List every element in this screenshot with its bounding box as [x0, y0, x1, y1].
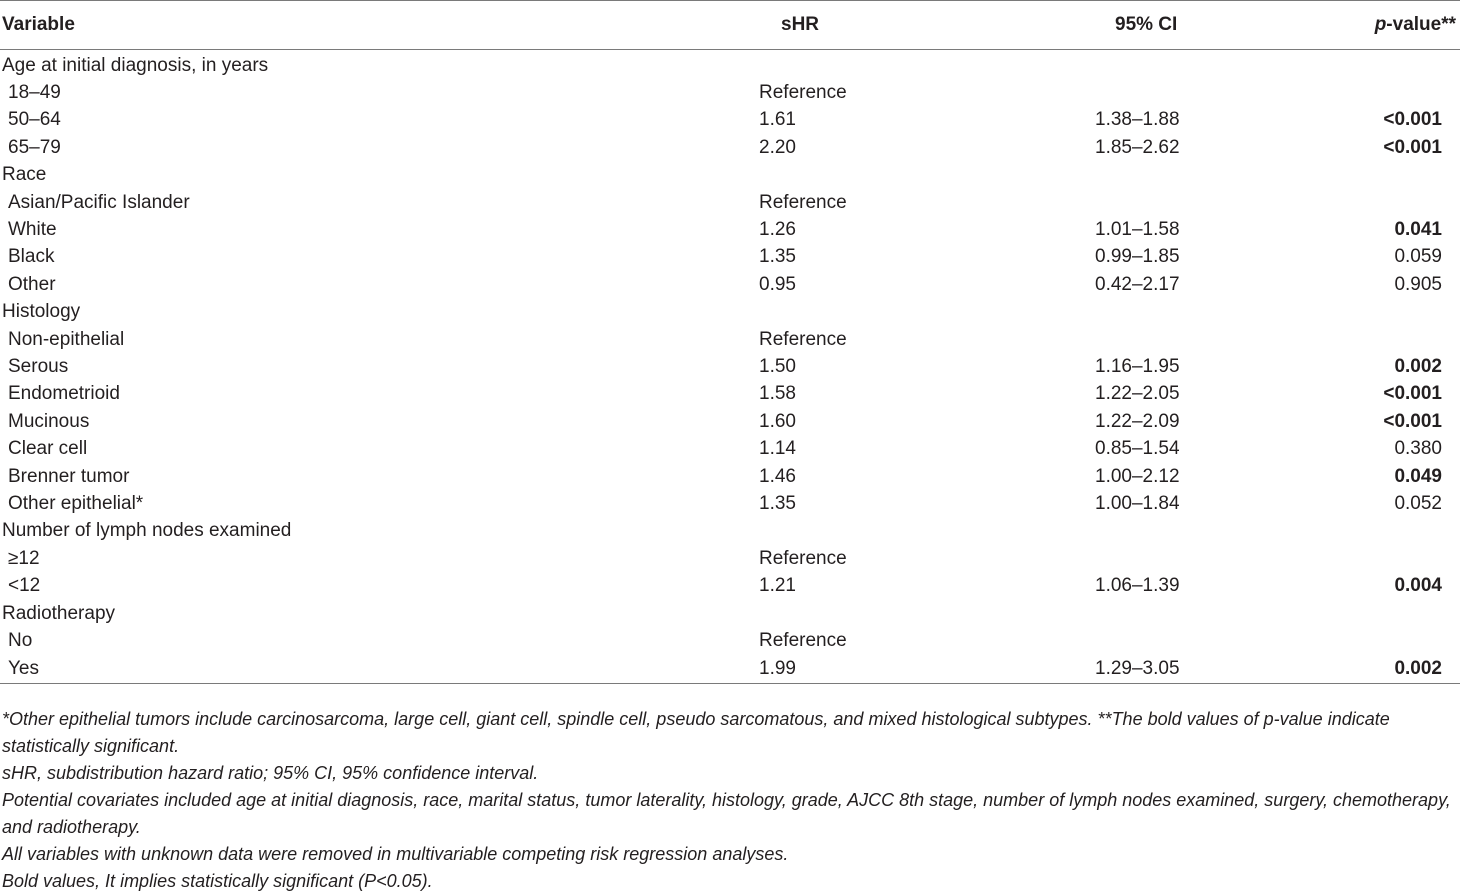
cell-ci [945, 600, 1245, 627]
cell-pvalue: 0.059 [1394, 246, 1442, 268]
table-group-row [0, 518, 1460, 545]
cell-shr: 1.50 [759, 355, 796, 377]
cell-ci [945, 326, 1245, 353]
cell-ci: 0.85–1.54 [1095, 438, 1180, 460]
cell-variable: Black [8, 246, 55, 268]
cell-variable: Other epithelial* [8, 492, 144, 514]
table-row [0, 435, 1460, 462]
cell-variable: Asian/Pacific Islander [8, 191, 190, 213]
cell-ci [945, 299, 1245, 326]
cell-variable: Mucinous [8, 410, 90, 432]
cell-variable: White [8, 219, 57, 241]
cell-shr: Reference [759, 82, 847, 104]
cell-pvalue: 0.052 [1394, 492, 1442, 514]
header-shr: sHR [660, 1, 945, 50]
cell-pvalue [1245, 326, 1460, 353]
table-header [0, 1, 1460, 50]
cell-pvalue [1245, 162, 1460, 189]
table-row [0, 381, 1460, 408]
cell-pvalue: <0.001 [1383, 109, 1442, 131]
cell-variable: Other [8, 273, 56, 295]
table-row [0, 107, 1460, 134]
cell-shr: 1.99 [660, 655, 945, 684]
cell-shr: 1.46 [759, 465, 796, 487]
cell-ci: 1.38–1.88 [1095, 109, 1180, 131]
table-row [0, 490, 1460, 517]
cell-variable: Histology [2, 301, 81, 323]
cell-variable: <12 [8, 575, 41, 597]
cell-ci [945, 518, 1245, 545]
cell-variable: Number of lymph nodes examined [2, 520, 292, 542]
cell-ci [945, 189, 1245, 216]
cell-pvalue: <0.001 [1383, 136, 1442, 158]
cell-variable: Non-epithelial [8, 328, 125, 350]
table-group-row [0, 299, 1460, 326]
cell-pvalue: 0.905 [1394, 273, 1442, 295]
cell-variable: Serous [8, 355, 69, 377]
cell-variable: Radiotherapy [2, 602, 116, 624]
cell-shr: Reference [759, 547, 847, 569]
cell-variable: Yes [0, 655, 660, 684]
table-row [0, 545, 1460, 572]
cell-pvalue: 0.004 [1394, 575, 1442, 597]
cell-variable: ≥12 [8, 547, 40, 569]
cell-ci: 1.01–1.58 [1095, 219, 1180, 241]
table-row [0, 271, 1460, 298]
cell-ci: 1.00–1.84 [1095, 492, 1180, 514]
cell-ci [945, 627, 1245, 654]
table-row [0, 134, 1460, 161]
cell-shr [660, 600, 945, 627]
cell-shr: Reference [759, 328, 847, 350]
cell-ci: 1.29–3.05 [945, 655, 1245, 684]
cell-pvalue [1245, 189, 1460, 216]
table-row [0, 408, 1460, 435]
table-row [0, 326, 1460, 353]
table-row [0, 189, 1460, 216]
table-row [0, 79, 1460, 106]
cell-variable: Race [2, 164, 47, 186]
cell-variable: Endometrioid [8, 383, 120, 405]
cell-shr [660, 162, 945, 189]
table-row [0, 655, 1460, 684]
cell-pvalue [1245, 545, 1460, 572]
table-row [0, 627, 1460, 654]
cell-ci: 1.85–2.62 [1095, 136, 1180, 158]
cell-pvalue: 0.002 [1245, 655, 1460, 684]
table-row [0, 353, 1460, 380]
cell-pvalue: <0.001 [1383, 383, 1442, 405]
cell-pvalue: <0.001 [1383, 410, 1442, 432]
table-row [0, 216, 1460, 243]
footnote-2: sHR, subdistribution hazard ratio; 95% CI, 95% confidence interval. [2, 763, 539, 783]
cell-ci: 0.99–1.85 [1095, 246, 1180, 268]
cell-pvalue: 0.041 [1394, 219, 1442, 241]
cell-shr: 1.35 [759, 492, 796, 514]
cell-variable: 18–49 [8, 82, 61, 104]
cell-ci: 1.16–1.95 [1095, 355, 1180, 377]
header-pvalue-italic: p [1374, 14, 1387, 35]
header-pvalue [1245, 1, 1460, 50]
cell-shr: 1.35 [759, 246, 796, 268]
footnote-1: *Other epithelial tumors include carcinosarcoma, large cell, giant cell, spindle cell, pseudo sarcomatous, and mixed histological subtypes. **The bold values of p-value indicate statistically significant. [2, 709, 1390, 756]
footnote-5: Bold values, It implies statistically significant (P<0.05). [2, 871, 433, 891]
cell-shr: 1.58 [759, 383, 796, 405]
cell-shr [660, 299, 945, 326]
cell-ci: 1.22–2.05 [1095, 383, 1180, 405]
cell-variable: Age at initial diagnosis, in years [2, 54, 269, 76]
cell-ci [945, 162, 1245, 189]
cell-ci [945, 79, 1245, 106]
cell-variable: Brenner tumor [8, 465, 130, 487]
cell-ci [945, 545, 1245, 572]
cell-variable: Clear cell [8, 438, 88, 460]
cell-pvalue [1245, 299, 1460, 326]
cell-ci: 0.42–2.17 [1095, 273, 1180, 295]
cell-pvalue: 0.002 [1394, 355, 1442, 377]
header-ci: 95% CI [945, 1, 1245, 50]
table-body [0, 50, 1460, 684]
table-row [0, 463, 1460, 490]
cell-pvalue: 0.049 [1394, 465, 1442, 487]
cell-shr [660, 518, 945, 545]
header-pvalue-suffix: -value** [1386, 14, 1456, 35]
table-row [0, 244, 1460, 271]
table-group-row [0, 162, 1460, 189]
table-group-row [0, 600, 1460, 627]
cell-pvalue [1245, 79, 1460, 106]
cell-shr: 1.26 [759, 219, 796, 241]
cell-shr: 1.60 [759, 410, 796, 432]
cell-pvalue [1245, 518, 1460, 545]
cell-variable: No [8, 629, 33, 651]
header-row [0, 1, 1460, 50]
cell-shr: 1.21 [759, 575, 796, 597]
cell-pvalue [1245, 50, 1460, 80]
cell-ci: 1.22–2.09 [1095, 410, 1180, 432]
cell-shr: Reference [759, 629, 847, 651]
table-row [0, 572, 1460, 599]
cell-shr: 0.95 [759, 273, 796, 295]
table-group-row [0, 50, 1460, 80]
cell-pvalue: 0.380 [1394, 438, 1442, 460]
footnote-4: All variables with unknown data were removed in multivariable competing risk regression analyses. [2, 844, 789, 864]
cell-pvalue [1245, 627, 1460, 654]
cell-shr: 2.20 [759, 136, 796, 158]
cell-variable: 50–64 [8, 109, 61, 131]
cell-ci: 1.00–2.12 [1095, 465, 1180, 487]
cell-ci: 1.06–1.39 [1095, 575, 1180, 597]
cell-shr: 1.61 [759, 109, 796, 131]
table-footnotes [0, 706, 1460, 895]
cell-variable: 65–79 [8, 136, 61, 158]
cell-shr: Reference [759, 191, 847, 213]
cell-ci [945, 50, 1245, 80]
cell-pvalue [1245, 600, 1460, 627]
cell-shr: 1.14 [759, 438, 796, 460]
footnote-3: Potential covariates included age at initial diagnosis, race, marital status, tumor laterality, histology, grade, AJCC 8th stage, number of lymph nodes examined, surgery, chemotherapy, and radiotherapy. [2, 790, 1451, 837]
cell-shr [660, 50, 945, 80]
header-variable: Variable [0, 1, 660, 50]
